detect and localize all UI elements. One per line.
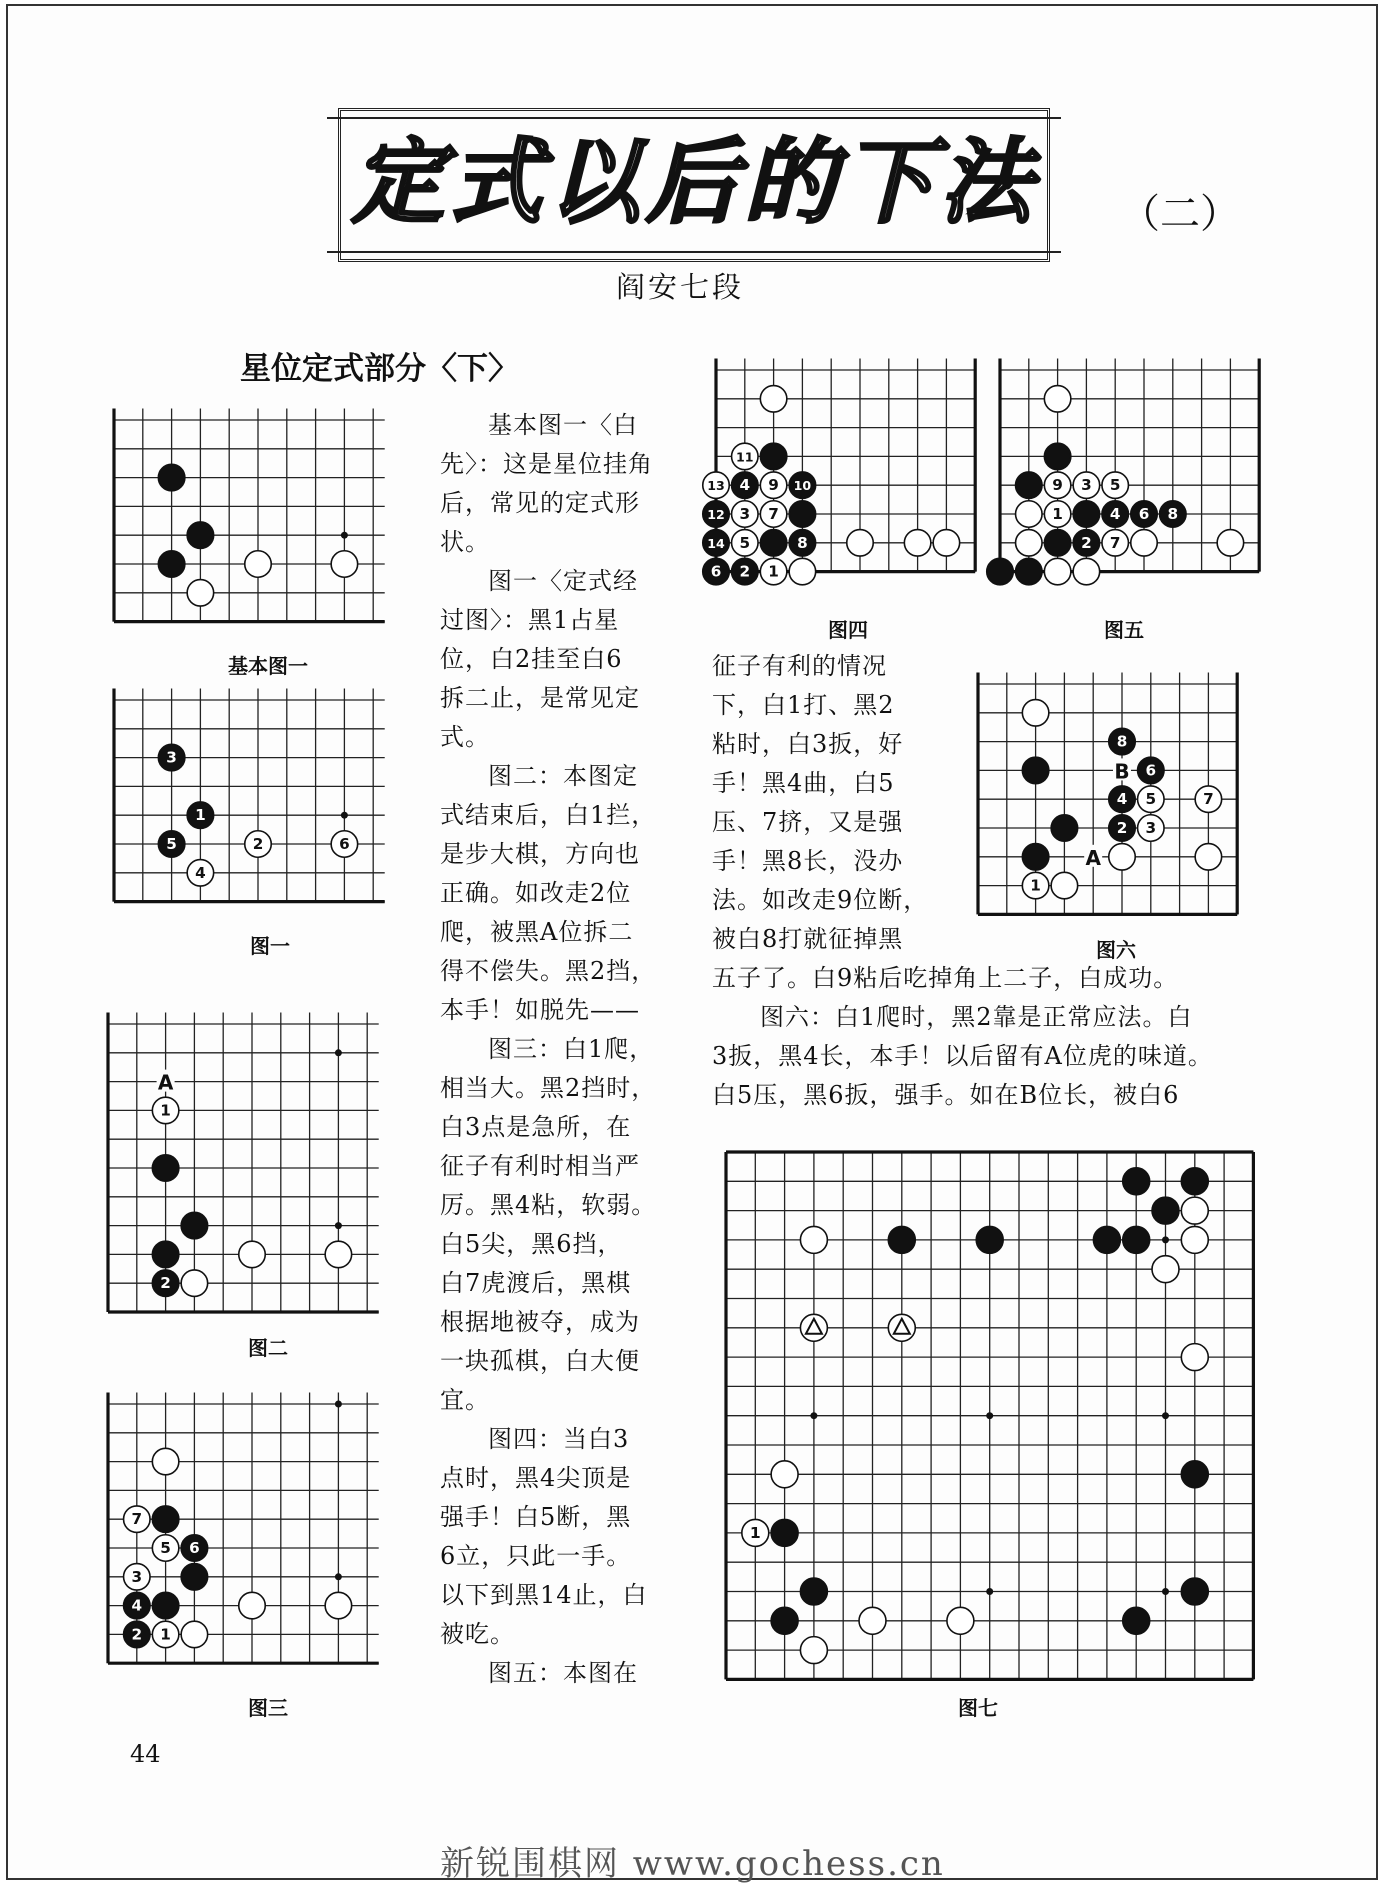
text-line: 图四：当白3 xyxy=(488,1425,630,1453)
white-stone xyxy=(933,530,959,556)
stone-number: 1 xyxy=(768,562,779,581)
text-line: 后，常见的定式形 xyxy=(440,489,640,517)
caption-fig2: 图二 xyxy=(248,1336,288,1360)
text-line: 根据地被夺，成为 xyxy=(440,1308,640,1336)
stone-number: 7 xyxy=(768,505,779,524)
volume-label: （二） xyxy=(1120,191,1240,237)
star-point xyxy=(341,532,348,539)
stone-number: 8 xyxy=(1167,505,1179,524)
text-line: 征子有利时相当严 xyxy=(440,1152,640,1180)
star-point xyxy=(1162,1412,1169,1419)
stone-number: 6 xyxy=(710,562,722,581)
text-line: 3扳，黑4长，本手！以后留有A位虎的味道。 xyxy=(712,1042,1213,1070)
stone-number: 3 xyxy=(1081,476,1092,495)
black-stone xyxy=(771,1519,798,1546)
black-stone xyxy=(760,530,786,556)
stone-number: 7 xyxy=(131,1510,143,1529)
black-stone xyxy=(976,1226,1003,1253)
stone-number: 1 xyxy=(195,806,206,825)
white-stone xyxy=(1131,530,1157,556)
white-stone xyxy=(239,1241,265,1267)
text-line: 图一〈定式经 xyxy=(488,567,638,595)
text-line: 手！黑4曲，白5 xyxy=(712,769,895,797)
page-title: 定式以后的下法 xyxy=(351,128,1038,236)
black-stone xyxy=(1123,1607,1150,1634)
text-line: 征子有利的情况 xyxy=(712,652,887,680)
text-line: 厉。黑4粘，软弱。 xyxy=(440,1191,657,1219)
white-stone xyxy=(1152,1256,1179,1283)
white-stone xyxy=(245,551,271,577)
stone-number: 14 xyxy=(707,535,725,551)
black-stone xyxy=(1016,558,1042,584)
black-stone xyxy=(1073,501,1099,527)
white-stone xyxy=(1016,501,1042,527)
stone-number: 2 xyxy=(739,562,751,581)
white-stone xyxy=(1022,700,1048,726)
caption-basic: 基本图一 xyxy=(228,654,308,678)
black-stone xyxy=(152,1241,178,1267)
white-stone xyxy=(187,580,213,606)
stone-number: 7 xyxy=(1203,790,1214,809)
text-line: 粘时，白3扳，好 xyxy=(712,730,904,758)
caption-fig4: 图四 xyxy=(828,618,868,642)
point-label-b: B xyxy=(1114,759,1130,784)
text-line: 一块孤棋，白大便 xyxy=(440,1347,640,1375)
board-fig7 xyxy=(726,1152,1253,1679)
text-line: 得不偿失。黑2挡， xyxy=(440,957,657,985)
black-stone xyxy=(152,1155,178,1181)
star-point xyxy=(1162,1236,1169,1243)
stone-number: 2 xyxy=(1081,533,1092,552)
text-line: 图六：白1爬时，黑2靠是正常应法。白 xyxy=(760,1003,1193,1031)
white-stone xyxy=(904,530,930,556)
white-stone xyxy=(1051,872,1077,898)
white-stone xyxy=(947,1607,974,1634)
black-stone xyxy=(760,443,786,469)
black-stone xyxy=(187,522,213,548)
star-point xyxy=(1162,1588,1169,1595)
black-stone xyxy=(1093,1226,1120,1253)
stone-number: 2 xyxy=(252,835,264,854)
white-stone xyxy=(1195,844,1221,870)
stone-number: 8 xyxy=(797,533,808,552)
text-line: 位，白2挂至白6 xyxy=(440,645,623,673)
text-line: 五子了。白9粘后吃掉角上二子，白成功。 xyxy=(712,964,1179,992)
stone-number: 5 xyxy=(1145,790,1157,809)
black-stone xyxy=(152,1506,178,1532)
white-stone xyxy=(1044,558,1070,584)
white-stone xyxy=(1217,530,1243,556)
stone-number: 3 xyxy=(739,505,751,524)
black-stone xyxy=(1022,757,1048,783)
white-stone xyxy=(1181,1226,1208,1253)
stone-number: 3 xyxy=(131,1567,143,1586)
text-line: 是步大棋，方向也 xyxy=(440,840,640,868)
stone-number: 6 xyxy=(189,1539,200,1558)
white-stone xyxy=(181,1621,207,1647)
white-stone xyxy=(789,558,815,584)
board-basic xyxy=(114,408,385,621)
point-label-a: A xyxy=(157,1070,174,1095)
white-stone xyxy=(1073,558,1099,584)
star-point xyxy=(986,1412,993,1419)
stone-number: 6 xyxy=(1138,505,1150,524)
stone-number: 7 xyxy=(1109,533,1121,552)
board-fig6 xyxy=(978,672,1237,914)
black-stone xyxy=(181,1564,207,1590)
white-stone xyxy=(1181,1344,1208,1371)
page-number: 44 xyxy=(130,1740,161,1768)
text-line: 式结束后，白1拦， xyxy=(440,801,657,829)
white-stone xyxy=(1044,386,1070,412)
text-line: 6立，只此一手。 xyxy=(440,1542,632,1570)
white-stone xyxy=(1181,1197,1208,1224)
black-stone xyxy=(1181,1578,1208,1605)
stone-number: 2 xyxy=(160,1274,171,1293)
white-stone xyxy=(771,1461,798,1488)
board-fig2 xyxy=(108,1012,379,1312)
stone-number: 4 xyxy=(131,1596,143,1615)
black-stone xyxy=(1016,472,1042,498)
stone-number: 1 xyxy=(160,1101,171,1120)
stone-number: 1 xyxy=(160,1625,171,1644)
black-stone xyxy=(1181,1168,1208,1195)
stone-number: 3 xyxy=(166,748,177,767)
white-stone xyxy=(1016,530,1042,556)
black-stone xyxy=(1123,1168,1150,1195)
white-stone xyxy=(847,530,873,556)
text-line: 强手！白5断，黑 xyxy=(440,1503,632,1531)
stone-number: 8 xyxy=(1116,732,1128,751)
footer-watermark: 新锐围棋网 www.gochess.cn xyxy=(440,1844,945,1884)
text-line: 基本图一〈白 xyxy=(488,411,638,439)
stone-number: 1 xyxy=(1030,876,1041,895)
black-stone xyxy=(1152,1197,1179,1224)
point-label-a: A xyxy=(1085,845,1101,870)
white-stone xyxy=(325,1241,351,1267)
white-stone xyxy=(331,551,357,577)
stone-number: 9 xyxy=(768,476,779,495)
stone-number: 12 xyxy=(707,507,725,523)
star-point xyxy=(341,812,348,819)
star-point xyxy=(335,1049,342,1056)
text-line: 宜。 xyxy=(440,1386,490,1414)
text-line: 图二：本图定 xyxy=(488,762,638,790)
stone-number: 5 xyxy=(160,1539,171,1558)
text-line: 压、7挤，又是强 xyxy=(712,808,904,836)
stone-number: 5 xyxy=(739,533,751,552)
stone-number: 1 xyxy=(749,1524,761,1543)
text-line: 白3点是急所，在 xyxy=(440,1113,632,1141)
text-line: 拆二止，是常见定 xyxy=(440,684,640,712)
stone-number: 4 xyxy=(1109,505,1121,524)
black-stone xyxy=(800,1578,827,1605)
text-line: 被吃。 xyxy=(440,1620,515,1648)
stone-number: 13 xyxy=(707,478,725,494)
star-point xyxy=(335,1401,342,1408)
white-stone xyxy=(325,1592,351,1618)
black-stone xyxy=(789,501,815,527)
text-line: 式。 xyxy=(440,723,490,751)
stone-number: 4 xyxy=(739,476,751,495)
text-line: 手！黑8长，没办 xyxy=(712,847,904,875)
caption-fig1: 图一 xyxy=(250,934,290,958)
stone-number: 4 xyxy=(195,863,206,882)
black-stone xyxy=(1044,443,1070,469)
black-stone xyxy=(152,1592,178,1618)
stone-number: 3 xyxy=(1145,819,1157,838)
white-stone xyxy=(1109,844,1135,870)
black-stone xyxy=(888,1226,915,1253)
stone-number: 9 xyxy=(1052,476,1063,495)
white-stone xyxy=(760,386,786,412)
white-stone xyxy=(152,1448,178,1474)
caption-fig6: 图六 xyxy=(1096,938,1136,962)
white-stone xyxy=(859,1607,886,1634)
section-title: 星位定式部分〈下〉 xyxy=(240,351,519,387)
stone-number: 10 xyxy=(793,478,812,494)
text-line: 先〉：这是星位挂角 xyxy=(440,450,653,478)
caption-fig7: 图七 xyxy=(958,1696,998,1720)
text-line: 过图〉：黑1占星 xyxy=(440,606,620,634)
white-stone xyxy=(239,1592,265,1618)
text-line: 白5尖，黑6挡， xyxy=(440,1230,623,1258)
stone-number: 5 xyxy=(166,835,177,854)
text-line: 图三：白1爬， xyxy=(488,1035,655,1063)
stone-number: 4 xyxy=(1116,790,1128,809)
stone-number: 6 xyxy=(1145,761,1157,780)
text-line: 图五：本图在 xyxy=(488,1659,638,1687)
board-fig3 xyxy=(108,1392,379,1663)
black-stone xyxy=(1181,1461,1208,1488)
text-line: 下，白1打、黑2 xyxy=(712,691,895,719)
text-line: 状。 xyxy=(440,528,490,556)
text-line: 正确。如改走2位 xyxy=(440,879,632,907)
black-stone xyxy=(1022,844,1048,870)
text-line: 本手！如脱先—— xyxy=(440,996,640,1024)
board-fig5 xyxy=(987,358,1259,584)
caption-fig5: 图五 xyxy=(1104,618,1144,642)
caption-fig3: 图三 xyxy=(248,1696,288,1720)
text-line: 以下到黑14止，白 xyxy=(440,1581,648,1609)
black-stone xyxy=(987,558,1013,584)
text-line: 白5压，黑6扳，强手。如在B位长，被白6 xyxy=(712,1081,1180,1109)
black-stone xyxy=(181,1212,207,1238)
white-stone xyxy=(800,1637,827,1664)
star-point xyxy=(335,1573,342,1580)
star-point xyxy=(986,1588,993,1595)
stone-number: 2 xyxy=(1116,819,1128,838)
text-line: 被白8打就征掉黑 xyxy=(712,925,904,953)
stone-number: 2 xyxy=(131,1625,143,1644)
black-stone xyxy=(1051,815,1077,841)
black-stone xyxy=(1123,1226,1150,1253)
text-line: 白7虎渡后，黑棋 xyxy=(440,1269,632,1297)
board-fig1 xyxy=(114,688,385,901)
black-stone xyxy=(771,1607,798,1634)
author: 阎安七段 xyxy=(616,270,745,304)
text-line: 点时，黑4尖顶是 xyxy=(440,1464,632,1492)
stone-number: 5 xyxy=(1109,476,1121,495)
star-point xyxy=(335,1222,342,1229)
stone-number: 6 xyxy=(339,835,350,854)
stone-number: 11 xyxy=(736,449,754,465)
text-line: 法。如改走9位断， xyxy=(712,886,929,914)
white-stone xyxy=(800,1226,827,1253)
white-stone xyxy=(181,1270,207,1296)
black-stone xyxy=(158,551,184,577)
board-fig4 xyxy=(703,358,975,584)
black-stone xyxy=(158,464,184,490)
black-stone xyxy=(1044,530,1070,556)
text-line: 相当大。黑2挡时， xyxy=(440,1074,657,1102)
star-point xyxy=(810,1412,817,1419)
stone-number: 1 xyxy=(1052,505,1063,524)
text-line: 爬，被黑A位拆二 xyxy=(440,918,634,946)
